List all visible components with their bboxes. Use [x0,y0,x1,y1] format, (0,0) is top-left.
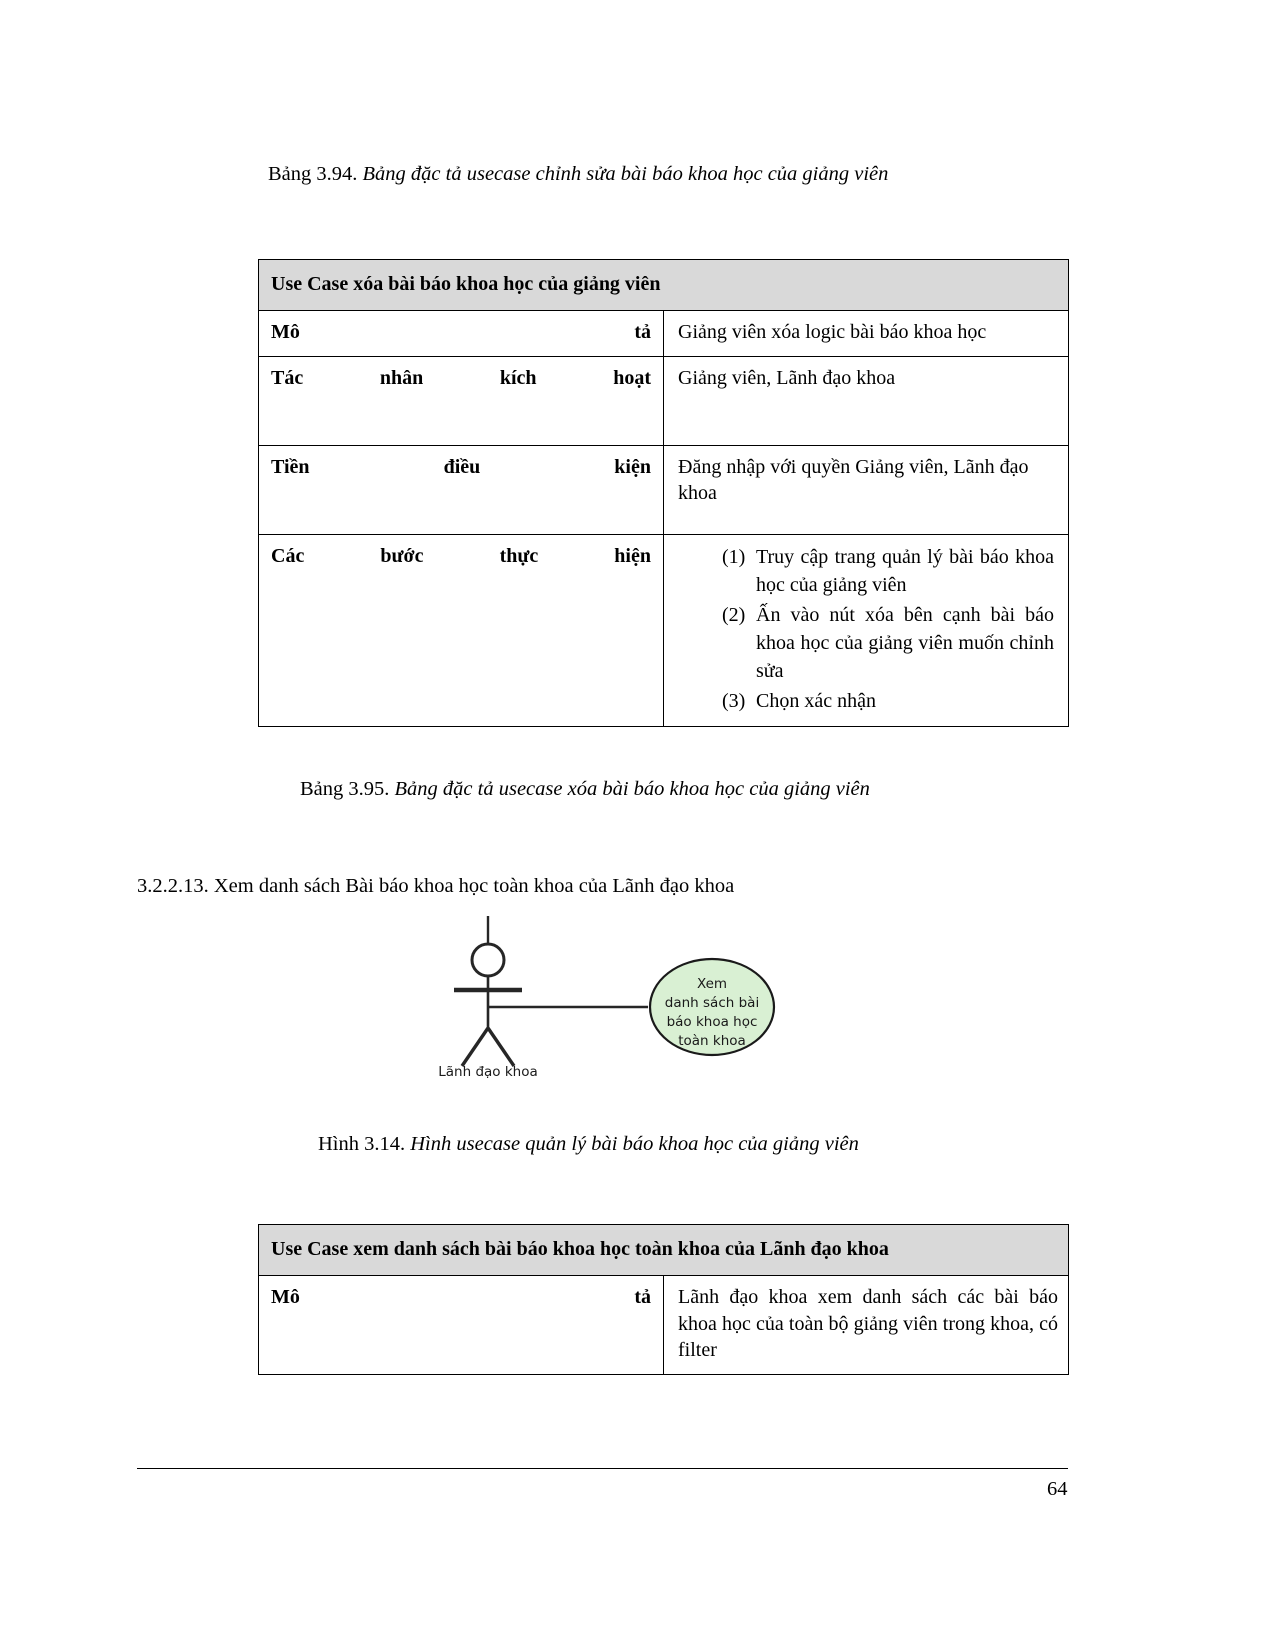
caption-hinh-3-14 [318,1132,859,1158]
row-value-steps [664,534,1069,726]
table-header-title: Use Case xóa bài báo khoa học của giảng viên [259,260,1069,311]
footer-divider [137,1468,1068,1469]
actor-label: Lãnh đạo khoa [438,1064,538,1080]
usecase-label-line-4: toàn khoa [678,1033,746,1049]
table-row-steps [259,534,1069,726]
table-row [259,311,1069,356]
step-item [722,601,1054,686]
row-label: Tiền điều kiện [259,445,664,534]
actor-head-icon [472,944,504,976]
table-header-row [259,1225,1069,1276]
caption-description: Bảng đặc tả usecase xóa bài báo khoa học của giảng viên [394,778,870,800]
step-text: Chọn xác nhận [756,689,876,712]
step-text: Truy cập trang quản lý bài báo khoa học của giảng viên [756,545,1054,597]
caption-number: Hình 3.14. [318,1133,406,1155]
table-row [259,445,1069,534]
caption-number: Bảng 3.94. [268,163,358,185]
usecase-diagram [400,908,820,1088]
actor-lanh-dao-khoa [454,916,522,1066]
caption-bang-3-95 [300,777,870,803]
row-label: Tác nhân kích hoạt [259,356,664,445]
step-text: Ấn vào nút xóa bên cạnh bài báo khoa học của giảng viên muốn chỉnh sửa [756,603,1054,683]
row-label: Mô tả [259,1276,664,1374]
steps-list [664,543,1058,715]
table-list-usecase [258,1224,1069,1375]
caption-description: Bảng đặc tả usecase chỉnh sửa bài báo khoa học của giảng viên [362,163,889,185]
row-label: Các bước thực hiện [259,534,664,726]
caption-description: Hình usecase quản lý bài báo khoa học của giảng viên [410,1133,859,1155]
row-value: Giảng viên xóa logic bài báo khoa học [664,311,1069,356]
table-header-row [259,260,1069,311]
section-heading: 3.2.2.13. Xem danh sách Bài báo khoa học toàn khoa của Lãnh đạo khoa [137,875,735,897]
row-label: Mô tả [259,311,664,356]
actor-left-leg-line [462,1028,488,1066]
table-row [259,1276,1069,1374]
actor-right-leg-line [488,1028,514,1066]
step-marker: (3) [722,689,746,712]
table-row [259,356,1069,445]
usecase-label-line-3: báo khoa học [666,1014,758,1030]
usecase-label-line-2: danh sách bài [664,995,760,1011]
step-item [722,687,1054,715]
row-value: Đăng nhập với quyền Giảng viên, Lãnh đạo khoa [664,445,1069,534]
page-number: 64 [1047,1478,1068,1500]
caption-bang-3-94 [268,162,888,188]
step-item [722,543,1054,600]
step-marker: (2) [722,603,746,626]
caption-number: Bảng 3.95. [300,778,390,800]
row-value: Lãnh đạo khoa xem danh sách các bài báo khoa học của toàn bộ giảng viên trong khoa, có filter [664,1276,1069,1374]
row-value: Giảng viên, Lãnh đạo khoa [664,356,1069,445]
usecase-label-line-1: Xem [696,976,728,992]
table-delete-usecase [258,259,1069,727]
step-marker: (1) [722,545,746,568]
table-header-title: Use Case xem danh sách bài báo khoa học toàn khoa của Lãnh đạo khoa [259,1225,1069,1276]
